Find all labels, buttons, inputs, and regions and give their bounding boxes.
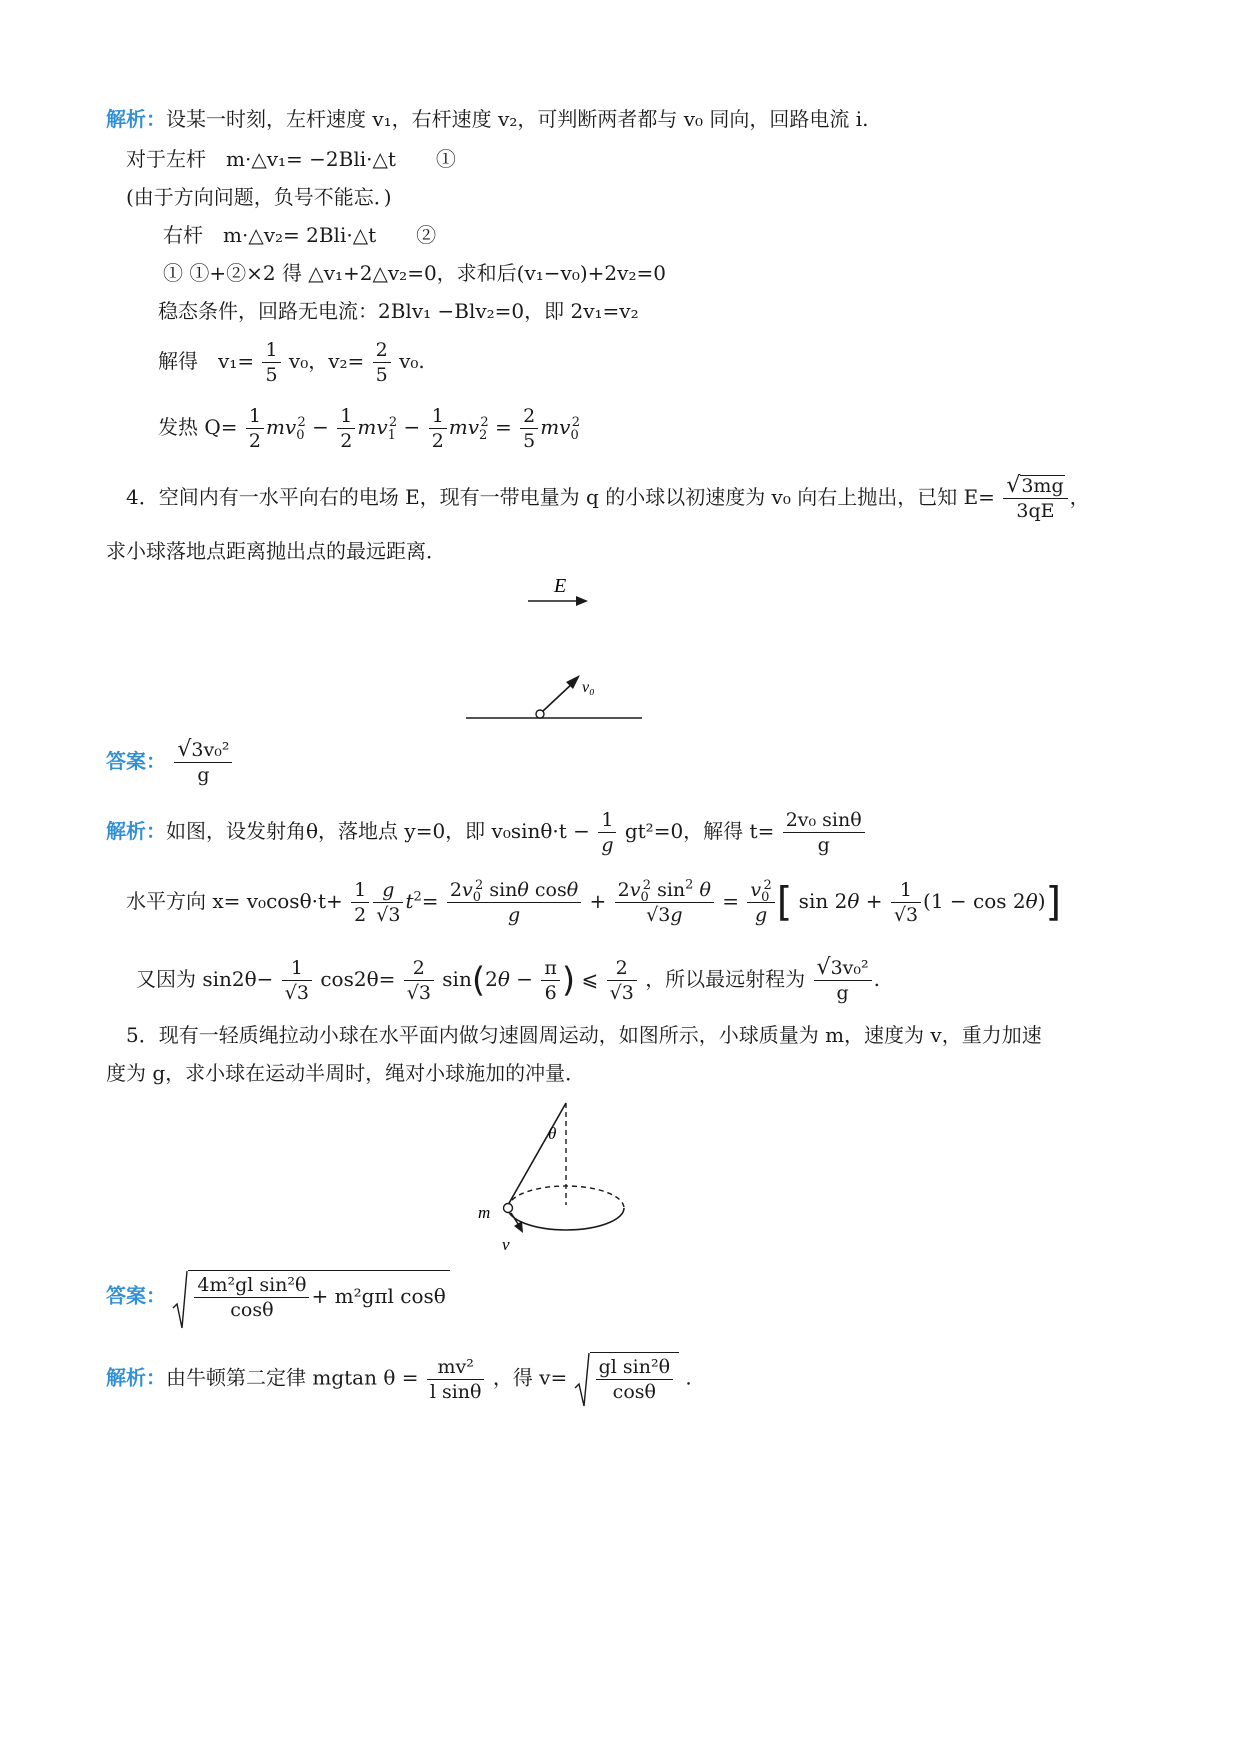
solution3-line5: ① ①+②×2 得 △v₁+2△v₂=0，求和后(v₁−v₀)+2v₂=0 [163,261,666,285]
fraction-2-5: $\frac{2}{5}$ [373,338,391,387]
solution3-label: 解析： [106,107,166,131]
problem4-line2: 求小球落地点距离抛出点的最远距离． [106,539,446,563]
E-fraction: $\frac{√3mg}{3qE}$ [1003,474,1067,523]
conical-pendulum-figure [470,1095,640,1255]
solution4-line2: 水平方向 x= v₀cosθ·t+ $\frac{1}{2}$ $\frac{g}{√3}$ $t^2=$ $\frac{2v_0^2 \sin\theta \cos\theta}{g}$ + $\frac{2v_0^2 \sin^2 \theta}{√3g}$ = $\frac{v_0^2}{g}$ [ sin 2θ + $\frac{1}{√3}$ (1 − cos 2θ)] [126,877,1062,926]
theta-label: θ [548,1124,557,1143]
electric-field-figure [520,570,610,615]
solution3-line1: 解析：设某一时刻，左杆速度 v₁，右杆速度 v₂，可判断两者都与 v₀ 同向，回路电流 i. [106,107,869,131]
v0-label: v₀ [582,679,595,696]
problem5-line2: 度为 g，求小球在运动半周时，绳对小球施加的冲量． [106,1061,586,1085]
solution3-line2: 对于左杆 m·△v₁= −2Bli·△t ① [126,147,456,171]
answer5-sqrt: $\frac{\text{4m²gl sin²θ}}{\cos\theta}$ + m²gπl cosθ [172,1270,449,1324]
fraction-1-5: $\frac{1}{5}$ [262,338,280,387]
problem4-line1: 4．空间内有一水平向右的电场 E，现有一带电量为 q 的小球以初速度为 v₀ 向右上抛出，已知 E= $\frac{√3mg}{3qE}$ ， [126,473,1090,522]
answer4-label: 答案： [106,749,166,773]
answer5: 答案： $\frac{\text{4m²gl sin²θ}}{\cos\theta}$ + m²gπl cosθ [106,1270,450,1324]
problem5-line1: 5．现有一轻质绳拉动小球在水平面内做匀速圆周运动，如图所示，小球质量为 m，速度为 v，重力加速 [126,1023,1042,1047]
solution3-line6: 稳态条件，回路无电流：2Blv₁ −Blv₂=0，即 2v₁=v₂ [158,299,639,323]
solution3-line3: (由于方向问题，负号不能忘．) [126,185,392,209]
solution3-line7: 解得 v₁= $\frac{1}{5}$ v₀，v₂= $\frac{2}{5}$ v₀. [158,339,425,386]
solution3-line4: 右杆 m·△v₂= 2Bli·△t ② [163,223,437,247]
solution5: 解析：由牛顿第二定律 mgtan θ = $\frac{\text{mv²}}{\text{l sinθ}}$ ，得 v= $\frac{\text{gl sin²θ}}{\cos\theta}$ . [106,1352,692,1406]
velocity-label: v [502,1235,510,1254]
launch-figure [460,660,650,730]
field-E-label: E [554,575,567,597]
solution4-line3: 又因为 sin2θ− $\frac{1}{√3}$ cos2θ= $\frac{2}{√3}$ sin(2θ − $\frac{\pi}{6}$ ) ⩽ $\frac{2}{√3}$ ，所以最远射程为 $\frac{\text{√3v₀²}}{g}$ . [136,955,880,1004]
answer4: 答案： $\frac{\text{√3v₀²}}{g}$ [106,738,234,787]
solution3-line8: 发热 Q= $\frac{1}{2}$ $mv_0^2$ − $\frac{1}{2}$ $mv_1^2$ − $\frac{1}{2}$ $mv_2^2$ = $\frac{2}{5}$ $mv_0^2$ [158,405,581,452]
solution4-line1: 解析：如图，设发射角θ，落地点 y=0，即 v₀sinθ·t − $\frac{1}{g}$ gt²=0，解得 t= $\frac{\text{2v₀ sinθ}}{g}$ [106,808,867,857]
mass-label: m [478,1203,491,1222]
